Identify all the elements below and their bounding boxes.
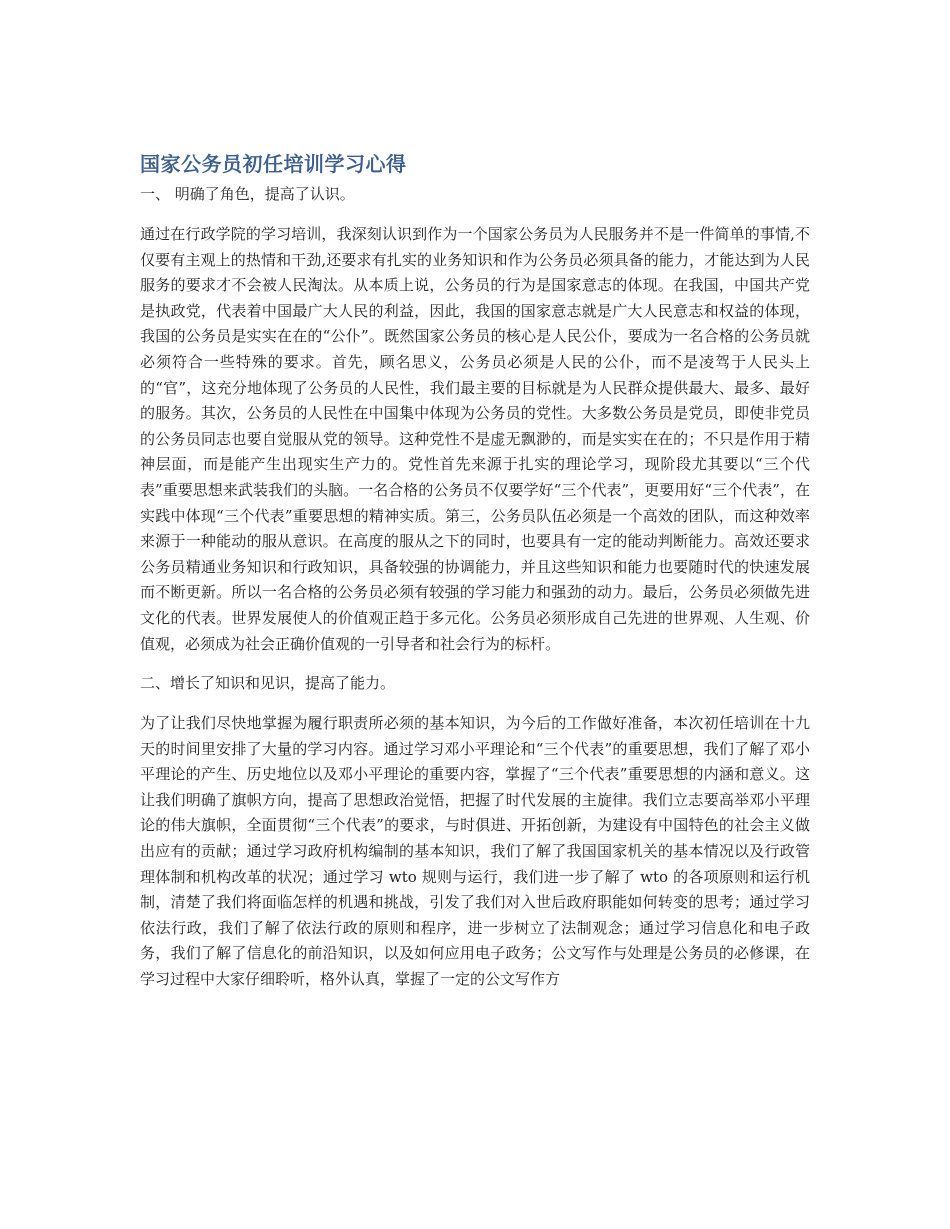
section-heading-2: 二、增长了知识和见识，提高了能力。 bbox=[140, 674, 396, 693]
section-paragraph-2: 为了让我们尽快地掌握为履行职责所必须的基本知识，为今后的工作做好准备，本次初任培训在十九天的时间里安排了大量的学习内容。通过学习邓小平理论和“三个代表”的重要思想，我们了解了邓小平理论的产生、历史地位以及邓小平理论的重要内容，掌握了“三个代表”重要思想的内涵和意义。这让我们明确了旗帜方向，提高了思想政治觉悟，把握了时代发展的主旋律。我们立志要高举邓小平理论的伟大旗帜，全面贯彻“三个代表”的要求，与时俱进、开拓创新，为建设有中国特色的社会主义做出应有的贡献；通过学习政府机构编制的基本知识，我们了解了我国国家机关的基本情况以及行政管理体制和机构改革的状况；通过学习 wto 规则与运行，我们进一步了解了 wto 的各项原则和运行机制，清楚了我们将面临怎样的机遇和挑战，引发了我们对入世后政府职能如何转变的思考；通过学习依法行政，我们了解了依法行政的原则和程序，进一步树立了法制观念；通过学习信息化和电子政务，我们了解了信息化的前沿知识，以及如何应用电子政务；公文写作与处理是公务员的必修课，在学习过程中大家仔细聆听，格外认真，掌握了一定的公文写作方 bbox=[140, 714, 810, 989]
section-paragraph-1: 通过在行政学院的学习培训，我深刻认识到作为一个国家公务员为人民服务并不是一件简单的事情,不仅要有主观上的热情和干劲,还要求有扎实的业务知识和作为公务员必须具备的能力，才能达到为人民服务的要求才不会被人民淘汰。从本质上说，公务员的行为是国家意志的体现。在我国，中国共产党是执政党，代表着中国最广大人民的利益，因此，我国的国家意志就是广大人民意志和权益的体现，我国的公务员是实实在在的“公仆”。既然国家公务员的核心是人民公仆，要成为一名合格的公务员就必须符合一些特殊的要求。首先，顾名思义，公务员必须是人民的公仆，而不是凌驾于人民头上的“官”，这充分地体现了公务员的人民性，我们最主要的目标就是为人民群众提供最大、最多、最好的服务。其次，公务员的人民性在中国集中体现为公务员的党性。大多数公务员是党员，即使非党员的公务员同志也要自觉服从党的领导。这种党性不是虚无飘渺的，而是实实在在的；不只是作用于精神层面，而是能产生出现实生产力的。党性首先来源于扎实的理论学习，现阶段尤其要以“三个代表”重要思想来武装我们的头脑。一名合格的公务员不仅要学好“三个代表”，更要用好“三个代表”，在实践中体现“三个代表”重要思想的精神实质。第三，公务员队伍必须是一个高效的团队，而这种效率来源于一种能动的服从意识。在高度的服从之下的同时，也要具有一定的能动判断能力。高效还要求公务员精通业务知识和行政知识，具备较强的协调能力，并且这些知识和能力也要随时代的快速发展而不断更新。所以一名合格的公务员必须有较强的学习能力和强劲的动力。最后，公务员必须做先进文化的代表。世界发展使人的价值观正趋于多元化。公务员必须形成自己先进的世界观、人生观、价值观，必须成为社会正确价值观的一引导者和社会行为的标杆。 bbox=[140, 225, 810, 653]
document-page bbox=[140, 150, 810, 1007]
section-heading-1: 一、 明确了角色，提高了认识。 bbox=[140, 185, 355, 203]
document-title: 国家公务员初任培训学习心得 bbox=[140, 152, 407, 176]
